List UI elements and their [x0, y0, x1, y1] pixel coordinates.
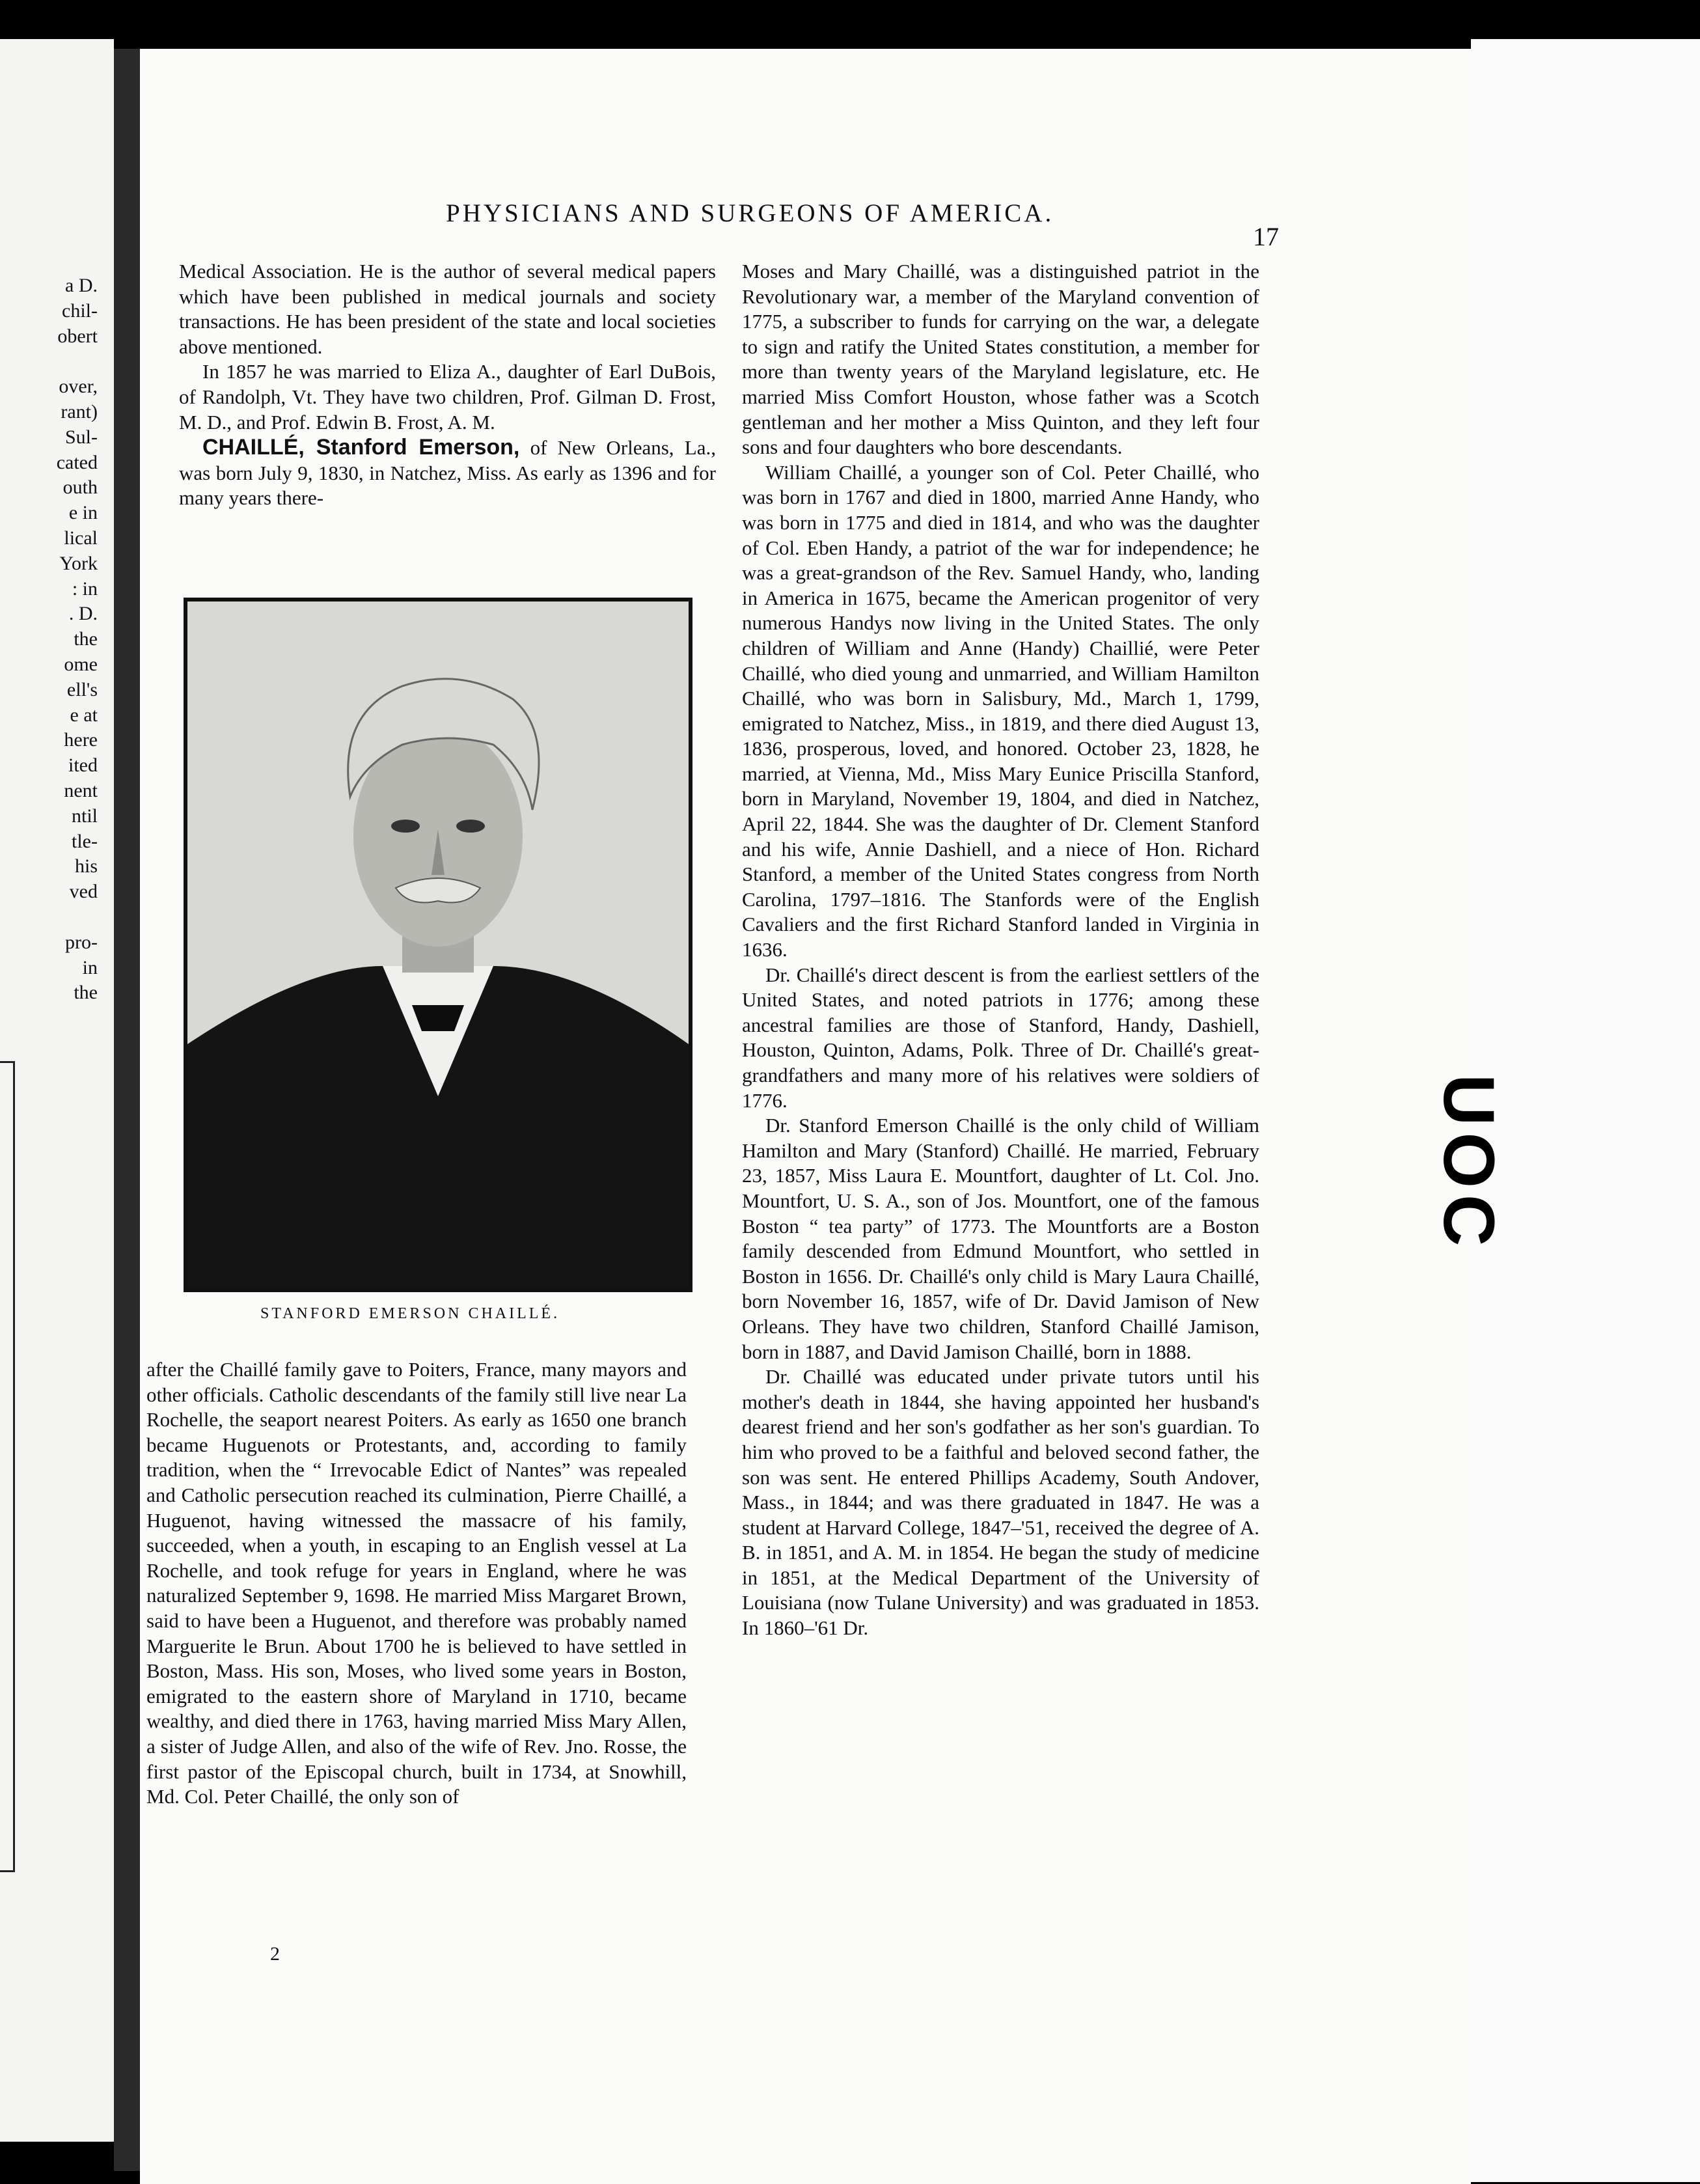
facing-page-line: pro-	[65, 931, 98, 953]
facing-page-line: chil-	[62, 299, 98, 322]
facing-page-line: . D.	[68, 603, 98, 625]
facing-page-fragment	[0, 39, 114, 2142]
facing-page-line: the	[74, 628, 98, 650]
facing-page-line: rant)	[61, 400, 98, 422]
facing-page-line: obert	[57, 325, 98, 347]
facing-page-text	[0, 273, 98, 1006]
facing-page-line: here	[64, 729, 98, 751]
column-1-top	[179, 259, 716, 511]
paragraph: William Chaillé, a younger son of Col. Peter Chaillé, who was born in 1767 and died in 1800, married Anne Handy, who was born in 1775 and died in 1814, and who was the daughter of Col. Eben Handy, a patriot of the war for independence; he was a great-grandson of the Rev. Samuel Handy, who, landing in America in 1675, became the American progenitor of very numerous Handys now living in the United States. The only children of William and Anne (Handy) Chaillié, were Peter Chaillé, who died young and unmarried, and William Hamilton Chaillé, who was born in Salisbury, Md., March 1, 1799, emigrated to Natchez, Miss., in 1819, and there died August 13, 1836, prosperous, loved, and honored. October 23, 1828, he married, at Vienna, Md., Miss Mary Eunice Priscilla Stanford, born in Maryland, November 19, 1804, and died in Natchez, April 22, 1844. She was the daughter of Dr. Clement Stanford and his wife, Annie Dashiell, and a niece of Hon. Richard Stanford, a member of the United States congress from North Carolina, 1797–1816. The Stanfords were of the English Cavaliers and the first Richard Stanford landed in Virginia in 1636.	[742, 460, 1259, 961]
paragraph: Medical Association. He is the author of several medical papers which have been published in medical journals and society transactions. He has been president of the state and local societies above mentioned.	[179, 260, 716, 358]
paragraph: after the Chaillé family gave to Poiters, France, many mayors and other officials. Catholic descendants of the family still live near La Rochelle, the seaport nearest Poiters. As early as 1650 one branch became Huguenots or Protestants, and, according to family tradition, when the “ Irrevocable Edict of Nantes” was repealed and Catholic persecution reached its culmination, Pierre Chaillé, a Huguenot, having witnessed the massacre of his family, succeeded, when a youth, in escaping to an English vessel at La Rochelle, and took refuge for years in England, where he was naturalized September 9, 1698. He married Miss Margaret Brown, said to have been a Huguenot, and therefore was probably named Marguerite le Brun. About 1700 he is believed to have settled in Boston, Mass. His son, Moses, who lived some years in Boston, emigrated to the eastern shore of Maryland in 1710, became wealthy, and died there in 1763, having married Miss Mary Allen, a sister of Judge Allen, and also of the wife of Rev. Jno. Rosse, the first pastor of the Episcopal church, built in 1734, at Snowhill, Md. Col. Peter Chaillé, the only son of	[146, 1358, 687, 1808]
column-2	[742, 259, 1259, 1641]
margin-mark: UOC	[1429, 1074, 1509, 1253]
facing-page-line: the	[74, 982, 98, 1004]
entry-text: of New Orleans, La., was born July 9, 1830, in Natchez, Miss. As early as 1396 and for many years there-	[179, 436, 716, 510]
facing-page-line	[0, 349, 98, 374]
paragraph: Dr. Chaillé was educated under private tutors until his mother's death in 1844, she having appointed her husband's dearest friend and her son's godfather as her son's guardian. To him who proved to be a faithful and beloved second father, the son was sent. He entered Phillips Academy, South Andover, Mass., in 1844; and was there graduated in 1847. He was a student at Harvard College, 1847–'51, received the degree of A. B. in 1851, and A. M. in 1854. He began the study of medicine in 1851, at the Medical Department of the University of Louisiana (now Tulane University) and was graduated in 1853. In 1860–'61 Dr.	[742, 1365, 1259, 1640]
facing-page-line	[0, 905, 98, 930]
facing-page-line: ome	[64, 653, 98, 675]
facing-page-line: ved	[69, 881, 98, 903]
paragraph: In 1857 he was married to Eliza A., daughter of Earl DuBois, of Randolph, Vt. They have two children, Prof. Gilman D. Frost, M. D., and Prof. Edwin B. Frost, A. M.	[179, 360, 716, 434]
facing-page-line: over,	[59, 376, 98, 398]
gutter-shadow	[114, 49, 140, 2171]
facing-page-line: : in	[72, 577, 98, 600]
facing-page-line: e at	[70, 704, 98, 726]
facing-page-line: a D.	[65, 275, 98, 296]
paragraph: Dr. Chaillé's direct descent is from the earliest settlers of the United States, and noted patriots in 1776; among these ancestral families are those of Stanford, Handy, Dashiell, Houston, Quinton, Adams, Polk. Three of Dr. Chaillé's great-grandfathers and many more of his relatives were soldiers of 1776.	[742, 963, 1259, 1112]
facing-page-line: his	[74, 855, 98, 878]
facing-page-line: in	[82, 956, 98, 978]
facing-page-rule-box	[0, 1061, 15, 1872]
facing-page-line: ited	[68, 754, 98, 777]
portrait-illustration	[187, 601, 689, 1288]
facing-page-line: cated	[56, 451, 98, 473]
paragraph: Moses and Mary Chaillé, was a distinguished patriot in the Revolutionary war, a member of the Maryland convention of 1775, a subscriber to funds for carrying on the war, a delegate to sign and ratify the United States constitution, a member for more than twenty years of the Maryland legislature, etc. He married Miss Comfort Houston, whose father was a Scotch gentleman and her mother a Miss Quinton, and they left four sons and four daughters who bore descendants.	[742, 260, 1259, 459]
facing-page-line: outh	[62, 477, 98, 499]
facing-page-line: Sul-	[64, 426, 98, 448]
page-number: 17	[1253, 222, 1279, 251]
facing-page-line: York	[59, 552, 98, 574]
facing-page-line: e in	[68, 502, 98, 524]
facing-page-line: lical	[64, 527, 98, 549]
running-head: PHYSICIANS AND SURGEONS OF AMERICA.	[446, 199, 1054, 227]
facing-page-line: ntil	[71, 805, 98, 827]
paragraph: Dr. Stanford Emerson Chaillé is the only child of William Hamilton and Mary (Stanford) Chaillé. He married, February 23, 1857, Miss Laura E. Mountfort, daughter of Lt. Col. Jno. Mountfort, U. S. A., son of Jos. Mountfort, one of the famous Boston “ tea party” of 1773. The Mountforts are a Boston family descended from Edmund Mountfort, who settled in Boston in 1656. Dr. Chaillé's only child is Mary Laura Chaillé, born November 16, 1857, wife of Dr. David Jamison of New Orleans. They have two children, Stanford Chaillé Jamison, born in 1887, and David Jamison Chaillé, born in 1888.	[742, 1114, 1259, 1363]
portrait-photo	[184, 598, 692, 1292]
facing-page-line: nent	[64, 779, 98, 801]
signature-mark: 2	[270, 1943, 280, 1965]
entry-name: CHAILLÉ, Stanford Emerson,	[202, 435, 520, 460]
portrait-caption: STANFORD EMERSON CHAILLÉ.	[260, 1305, 560, 1322]
facing-page-line: tle-	[72, 830, 98, 852]
facing-page-line: ell's	[66, 678, 98, 700]
column-1-bottom	[146, 1357, 687, 1810]
entry-paragraph	[179, 435, 716, 511]
